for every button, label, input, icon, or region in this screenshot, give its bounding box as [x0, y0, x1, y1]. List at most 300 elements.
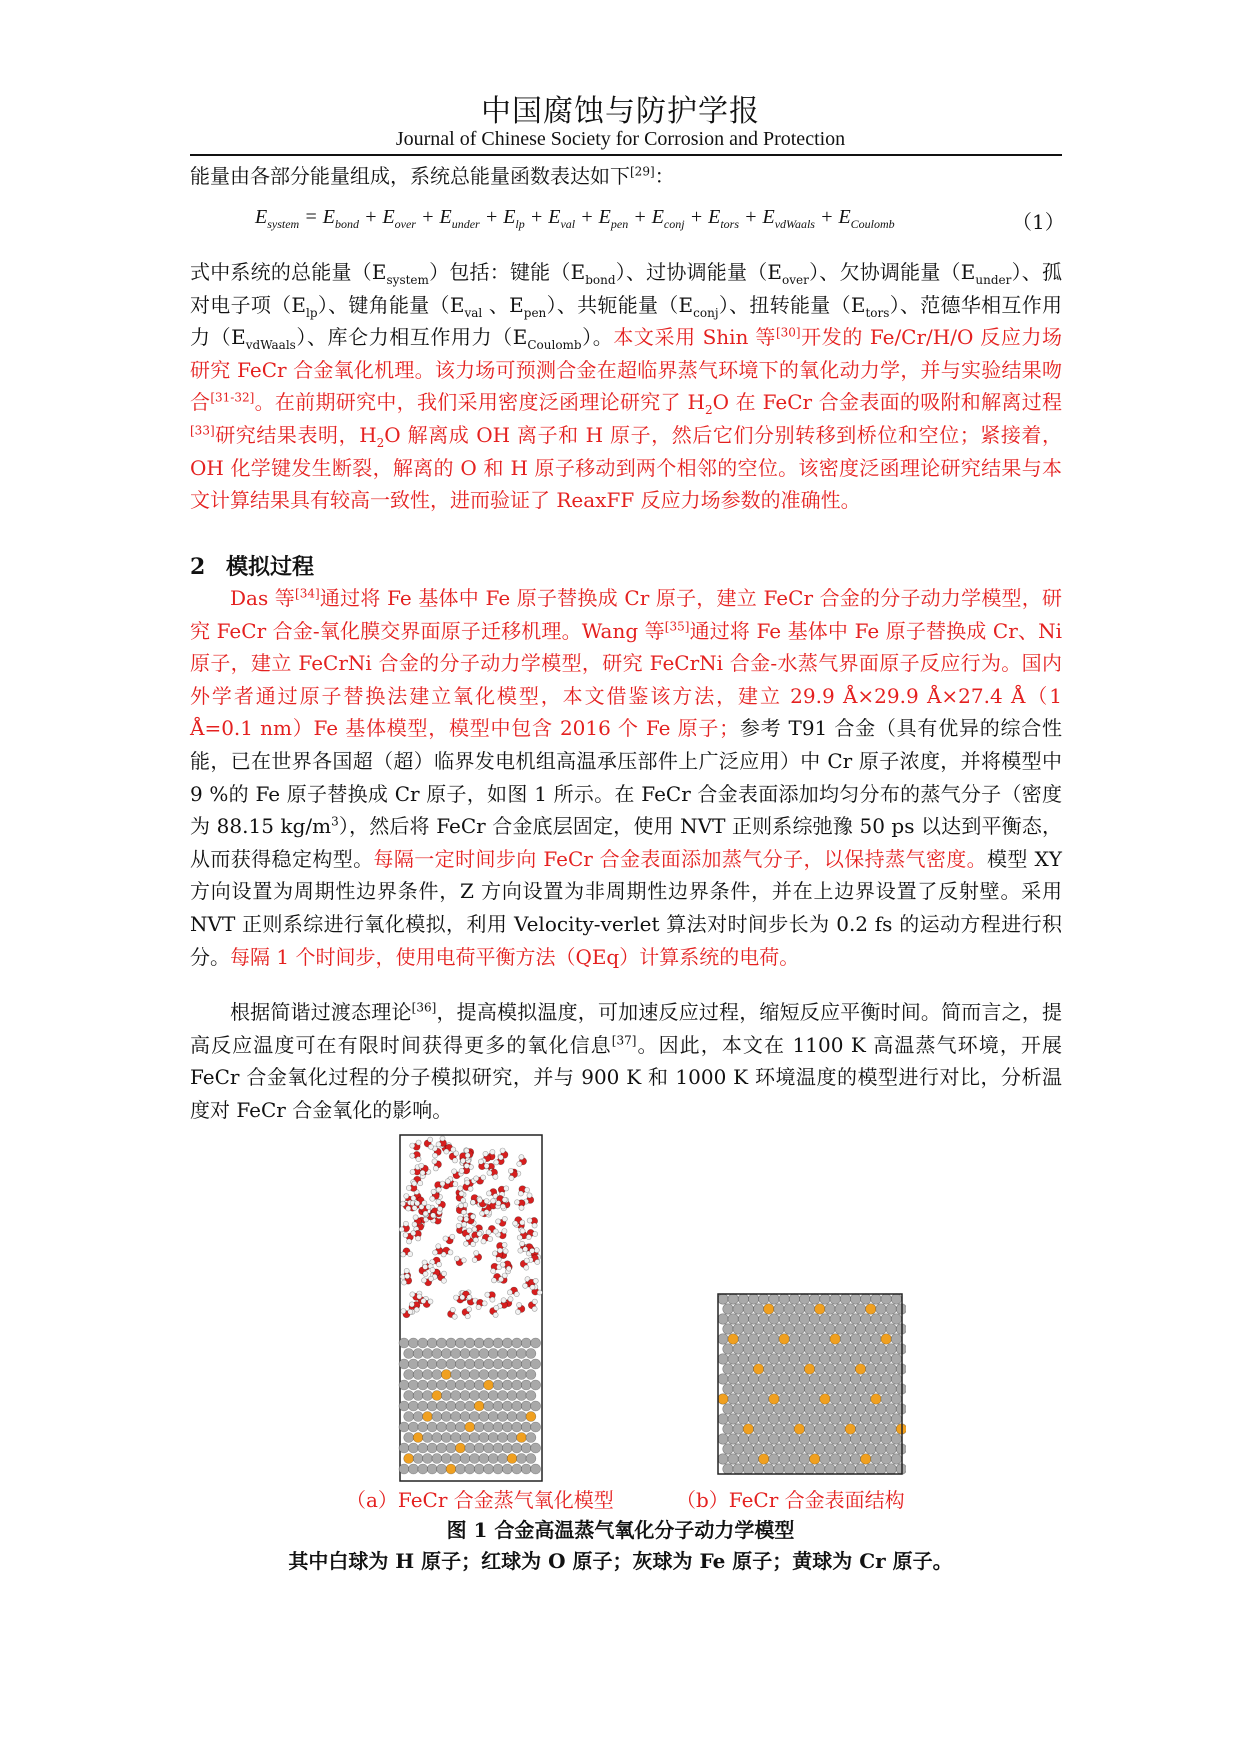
iron-atom [820, 1454, 831, 1465]
iron-atom [769, 1314, 780, 1325]
hydrogen-atom [428, 1299, 433, 1304]
hydrogen-atom [515, 1200, 520, 1205]
iron-atom [748, 1294, 759, 1305]
hydrogen-atom [534, 1248, 539, 1253]
iron-atom [733, 1364, 744, 1375]
iron-atom [728, 1394, 739, 1405]
iron-atom [789, 1314, 800, 1325]
iron-atom [733, 1404, 744, 1415]
hydrogen-atom [422, 1278, 427, 1283]
iron-atom [484, 1422, 494, 1432]
iron-atom [507, 1412, 517, 1422]
iron-atom [799, 1374, 810, 1385]
hydrogen-atom [464, 1163, 469, 1168]
iron-atom [789, 1374, 800, 1385]
iron-atom [850, 1354, 861, 1365]
hydrogen-atom [410, 1153, 415, 1158]
hydrogen-atom [498, 1155, 503, 1160]
iron-atom [733, 1444, 744, 1455]
iron-atom [399, 1380, 409, 1390]
iron-atom [743, 1324, 754, 1335]
chromium-atom [446, 1464, 456, 1474]
iron-atom [835, 1304, 846, 1315]
iron-atom [748, 1394, 759, 1405]
iron-atom [810, 1374, 821, 1385]
iron-atom [517, 1391, 527, 1401]
chromium-atom [769, 1394, 780, 1405]
iron-atom [531, 1359, 541, 1369]
iron-atom [521, 1338, 531, 1348]
hydrogen-atom [441, 1271, 446, 1276]
journal-title-en: Journal of Chinese Society for Corrosion and Protection [395, 128, 846, 150]
iron-atom [784, 1364, 795, 1375]
hydrogen-atom [477, 1198, 482, 1203]
iron-atom [759, 1434, 770, 1445]
hydrogen-atom [454, 1256, 459, 1261]
iron-atom [769, 1374, 780, 1385]
iron-atom [418, 1401, 428, 1411]
iron-atom [759, 1314, 770, 1325]
iron-atom [427, 1380, 437, 1390]
iron-atom [815, 1444, 826, 1455]
iron-atom [810, 1414, 821, 1425]
paragraph-simulation: Das 等[34]通过将 Fe 基体中 Fe 原子替换成 Cr 原子，建立 FeCr 合金的分子动力学模型，研究 FeCr 合金-氧化膜交界面原子迁移机理。Wang 等[35]通过将 Fe 基体中 Fe 原子替换成 Cr、Ni 原子，建立 FeCrNi 合金的分子动力学模型，研究 FeCrNi 合金-水蒸气界面原子反应行为。国内外学者通过原子替换法建立氧化模型，本文借鉴该方法，建立 29.9 Å×29.9 Å×27.4 Å（1 Å=0.1 nm）Fe 基体模型，模型中包含 2016 个 Fe 原子；参考 T91 合金（具有优异的综合性能，已在世界各国超（超）临界发电机组高温承压部件上广泛应用）中 Cr 原子浓度，并将模型中 9 %的 Fe 原子替换成 Cr 原子，如图 1 所示。在 FeCr 合金表面添加均匀分布的蒸气分子（密度为 88.15 $kg/m^3$），然后将 FeCr 合金底层固定，使用 NVT 正则系综弛豫 50 ps 以达到平衡态，从而获得稳定构型。每隔一定时间步向 FeCr 合金表面添加蒸气分子，以保持蒸气密度。模型 XY 方向设置为周期性边界条件，Z 方向设置为非周期性边界条件，并在上边界设置了反射壁。采用 NVT 正则系综进行氧化模拟，利用 Velocity-verlet 算法对时间步长为 0.2 fs 的运动方程进行积分。每隔 1 个时间步，使用电荷平衡方法（QEq）计算系统的电荷。 [190, 586, 1062, 969]
hydrogen-atom [490, 1297, 495, 1302]
hydrogen-atom [520, 1229, 525, 1234]
hydrogen-atom [470, 1214, 475, 1219]
iron-atom [764, 1364, 775, 1375]
iron-atom [861, 1354, 872, 1365]
iron-atom [446, 1380, 456, 1390]
iron-atom [408, 1422, 418, 1432]
iron-atom [437, 1464, 447, 1474]
iron-atom [815, 1344, 826, 1355]
iron-atom [764, 1424, 775, 1435]
hydrogen-atom [532, 1306, 537, 1311]
chromium-atom [764, 1304, 775, 1315]
chromium-atom [861, 1454, 872, 1465]
iron-atom [764, 1444, 775, 1455]
iron-atom [460, 1349, 470, 1359]
hydrogen-atom [465, 1153, 470, 1158]
hydrogen-atom [428, 1144, 433, 1149]
iron-atom [493, 1359, 503, 1369]
iron-atom [743, 1344, 754, 1355]
iron-atom [835, 1384, 846, 1395]
hydrogen-atom [452, 1158, 457, 1163]
iron-atom [804, 1324, 815, 1335]
hydrogen-atom [443, 1236, 448, 1241]
chromium-atom [441, 1370, 451, 1380]
iron-atom [502, 1401, 512, 1411]
hydrogen-atom [470, 1200, 475, 1205]
hydrogen-atom [440, 1136, 445, 1141]
iron-atom [855, 1444, 866, 1455]
hydrogen-atom [507, 1290, 512, 1295]
iron-atom [521, 1401, 531, 1411]
hydrogen-atom [410, 1169, 415, 1174]
hydrogen-atom [401, 1252, 406, 1257]
iron-atom [810, 1354, 821, 1365]
hydrogen-atom [481, 1175, 486, 1180]
iron-atom [784, 1384, 795, 1395]
iron-atom [830, 1354, 841, 1365]
iron-atom [866, 1424, 877, 1435]
iron-atom [753, 1384, 764, 1395]
iron-atom [871, 1334, 882, 1345]
hydrogen-atom [408, 1252, 413, 1257]
iron-atom [753, 1424, 764, 1435]
hydrogen-atom [464, 1217, 469, 1222]
hydrogen-atom [413, 1215, 418, 1220]
chromium-atom [455, 1443, 465, 1453]
iron-atom [526, 1370, 536, 1380]
iron-atom [784, 1404, 795, 1415]
hydrogen-atom [504, 1186, 509, 1191]
iron-atom [845, 1324, 856, 1335]
iron-atom [728, 1294, 739, 1305]
iron-atom [437, 1359, 447, 1369]
iron-atom [820, 1434, 831, 1445]
section-heading: 2 模拟过程 [190, 554, 315, 580]
hydrogen-atom [437, 1206, 442, 1211]
hydrogen-atom [484, 1210, 489, 1215]
iron-atom [427, 1401, 437, 1411]
hydrogen-atom [493, 1174, 498, 1179]
iron-atom [531, 1380, 541, 1390]
iron-atom [526, 1433, 536, 1443]
iron-atom [850, 1294, 861, 1305]
iron-atom [446, 1443, 456, 1453]
hydrogen-atom [491, 1268, 496, 1273]
hydrogen-atom [494, 1305, 499, 1310]
iron-atom [432, 1370, 442, 1380]
hydrogen-atom [416, 1236, 421, 1241]
iron-atom [825, 1304, 836, 1315]
hydrogen-atom [461, 1258, 466, 1263]
iron-atom [825, 1384, 836, 1395]
iron-atom [748, 1334, 759, 1345]
hydrogen-atom [428, 1137, 433, 1142]
iron-atom [718, 1414, 729, 1425]
iron-atom [789, 1394, 800, 1405]
hydrogen-atom [502, 1229, 507, 1234]
equation-term: E [382, 206, 395, 228]
iron-atom [784, 1324, 795, 1335]
iron-atom [825, 1424, 836, 1435]
equation-term: E [651, 206, 664, 228]
hydrogen-atom [465, 1180, 470, 1185]
iron-atom [779, 1294, 790, 1305]
iron-atom [840, 1434, 851, 1445]
iron-atom [521, 1464, 531, 1474]
iron-atom [835, 1404, 846, 1415]
hydrogen-atom [433, 1166, 438, 1171]
equation-term: E [322, 206, 335, 228]
iron-atom [743, 1444, 754, 1455]
iron-atom [517, 1412, 527, 1422]
iron-atom [738, 1434, 749, 1445]
hydrogen-atom [444, 1149, 449, 1154]
iron-atom [474, 1464, 484, 1474]
hydrogen-atom [523, 1247, 528, 1252]
iron-atom [764, 1344, 775, 1355]
iron-atom [855, 1304, 866, 1315]
iron-atom [764, 1404, 775, 1415]
equation-term: E [439, 206, 452, 228]
hydrogen-atom [533, 1278, 538, 1283]
hydrogen-atom [502, 1242, 507, 1247]
hydrogen-atom [500, 1148, 505, 1153]
iron-atom [399, 1422, 409, 1432]
iron-atom [470, 1391, 480, 1401]
iron-atom [512, 1464, 522, 1474]
iron-atom [871, 1414, 882, 1425]
hydrogen-atom [513, 1221, 518, 1226]
hydrogen-atom [452, 1169, 457, 1174]
hydrogen-atom [423, 1211, 428, 1216]
iron-atom [794, 1304, 805, 1315]
iron-atom [850, 1374, 861, 1385]
iron-atom [845, 1344, 856, 1355]
hydrogen-atom [491, 1198, 496, 1203]
iron-atom [738, 1334, 749, 1345]
iron-atom [815, 1364, 826, 1375]
iron-atom [896, 1324, 906, 1335]
iron-atom [474, 1338, 484, 1348]
iron-atom [835, 1464, 846, 1475]
iron-atom [810, 1314, 821, 1325]
iron-atom [718, 1374, 729, 1385]
iron-atom [799, 1394, 810, 1405]
iron-atom [404, 1412, 414, 1422]
iron-atom [810, 1334, 821, 1345]
iron-atom [794, 1404, 805, 1415]
iron-atom [460, 1391, 470, 1401]
hydrogen-atom [458, 1186, 463, 1191]
iron-atom [451, 1454, 461, 1464]
iron-atom [465, 1464, 475, 1474]
iron-atom [441, 1433, 451, 1443]
iron-atom [799, 1314, 810, 1325]
iron-atom [446, 1359, 456, 1369]
iron-atom [850, 1454, 861, 1465]
iron-atom [507, 1391, 517, 1401]
hydrogen-atom [432, 1153, 437, 1158]
chromium-atom [432, 1391, 442, 1401]
iron-atom [759, 1394, 770, 1405]
iron-atom [876, 1324, 887, 1335]
hydrogen-atom [462, 1222, 467, 1227]
hydrogen-atom [476, 1305, 481, 1310]
iron-atom [855, 1384, 866, 1395]
figure-note: 其中白球为 H 原子；红球为 O 原子；灰球为 Fe 原子；黄球为 Cr 原子。 [288, 1549, 953, 1573]
iron-atom [733, 1384, 744, 1395]
iron-atom [753, 1344, 764, 1355]
hydrogen-atom [441, 1278, 446, 1283]
hydrogen-atom [474, 1176, 479, 1181]
iron-atom [850, 1394, 861, 1405]
iron-atom [881, 1434, 892, 1445]
hydrogen-atom [481, 1239, 486, 1244]
hydrogen-atom [410, 1292, 415, 1297]
iron-atom [451, 1412, 461, 1422]
iron-atom [774, 1344, 785, 1355]
iron-atom [418, 1338, 428, 1348]
iron-atom [794, 1444, 805, 1455]
hydrogen-atom [404, 1268, 409, 1273]
equation-term: E [598, 206, 611, 228]
hydrogen-atom [440, 1181, 445, 1186]
equation-term: E [838, 206, 851, 228]
hydrogen-atom [411, 1196, 416, 1201]
iron-atom [748, 1314, 759, 1325]
chromium-atom [866, 1304, 877, 1315]
iron-atom [437, 1380, 447, 1390]
iron-atom [759, 1414, 770, 1425]
chromium-atom [474, 1401, 484, 1411]
iron-atom [521, 1422, 531, 1432]
hydrogen-atom [436, 1142, 441, 1147]
iron-atom [748, 1454, 759, 1465]
iron-atom [753, 1444, 764, 1455]
iron-atom [399, 1338, 409, 1348]
hydrogen-atom [484, 1163, 489, 1168]
iron-atom [876, 1364, 887, 1375]
hydrogen-atom [465, 1235, 470, 1240]
iron-atom [825, 1344, 836, 1355]
iron-atom [531, 1422, 541, 1432]
iron-atom [799, 1294, 810, 1305]
iron-atom [526, 1349, 536, 1359]
iron-atom [517, 1454, 527, 1464]
iron-atom [507, 1370, 517, 1380]
iron-atom [784, 1344, 795, 1355]
iron-atom [512, 1443, 522, 1453]
hydrogen-atom [491, 1278, 496, 1283]
hydrogen-atom [466, 1307, 471, 1312]
iron-atom [408, 1443, 418, 1453]
iron-atom [779, 1434, 790, 1445]
iron-atom [820, 1314, 831, 1325]
hydrogen-atom [477, 1231, 482, 1236]
iron-atom [881, 1414, 892, 1425]
hydrogen-atom [474, 1251, 479, 1256]
iron-atom [512, 1422, 522, 1432]
iron-atom [855, 1404, 866, 1415]
iron-atom [460, 1433, 470, 1443]
iron-atom [769, 1414, 780, 1425]
iron-atom [418, 1443, 428, 1453]
iron-atom [723, 1424, 734, 1435]
iron-atom [728, 1314, 739, 1325]
hydrogen-atom [500, 1204, 505, 1209]
iron-atom [423, 1391, 433, 1401]
iron-atom [479, 1391, 489, 1401]
iron-atom [432, 1433, 442, 1443]
iron-atom [784, 1424, 795, 1435]
hydrogen-atom [406, 1185, 411, 1190]
iron-atom [886, 1324, 897, 1335]
iron-atom [465, 1380, 475, 1390]
iron-atom [413, 1349, 423, 1359]
hydrogen-atom [411, 1231, 416, 1236]
iron-atom [427, 1359, 437, 1369]
iron-atom [753, 1304, 764, 1315]
iron-atom [876, 1464, 887, 1475]
iron-atom [465, 1443, 475, 1453]
iron-atom [891, 1414, 902, 1425]
hydrogen-atom [421, 1298, 426, 1303]
iron-atom [733, 1324, 744, 1335]
iron-atom [845, 1464, 856, 1475]
chromium-atom [896, 1424, 906, 1435]
hydrogen-atom [519, 1155, 524, 1160]
iron-atom [479, 1454, 489, 1464]
hydrogen-atom [517, 1161, 522, 1166]
hydrogen-atom [453, 1182, 458, 1187]
iron-atom [743, 1384, 754, 1395]
hydrogen-atom [432, 1159, 437, 1164]
hydrogen-atom [498, 1277, 503, 1282]
chromium-atom [743, 1424, 754, 1435]
iron-atom [728, 1454, 739, 1465]
iron-atom [451, 1433, 461, 1443]
hydrogen-atom [530, 1248, 535, 1253]
iron-atom [835, 1424, 846, 1435]
iron-atom [876, 1444, 887, 1455]
iron-atom [830, 1374, 841, 1385]
iron-atom [855, 1344, 866, 1355]
hydrogen-atom [493, 1312, 498, 1317]
iron-atom [427, 1338, 437, 1348]
chromium-atom [526, 1412, 536, 1422]
iron-atom [825, 1444, 836, 1455]
iron-atom [891, 1314, 902, 1325]
iron-atom [451, 1349, 461, 1359]
iron-atom [804, 1404, 815, 1415]
iron-atom [845, 1444, 856, 1455]
iron-atom [850, 1334, 861, 1345]
hydrogen-atom [502, 1197, 507, 1202]
iron-atom [512, 1359, 522, 1369]
iron-atom [876, 1384, 887, 1395]
iron-atom [493, 1380, 503, 1390]
iron-atom [840, 1414, 851, 1425]
hydrogen-atom [459, 1168, 464, 1173]
iron-atom [855, 1324, 866, 1335]
hydrogen-atom [436, 1244, 441, 1249]
iron-atom [441, 1454, 451, 1464]
iron-atom [886, 1444, 897, 1455]
iron-atom [820, 1294, 831, 1305]
iron-atom [784, 1304, 795, 1315]
iron-atom [784, 1444, 795, 1455]
iron-atom [748, 1434, 759, 1445]
chromium-atom [871, 1394, 882, 1405]
hydrogen-atom [422, 1201, 427, 1206]
hydrogen-atom [409, 1302, 414, 1307]
iron-atom [866, 1464, 877, 1475]
iron-atom [779, 1314, 790, 1325]
iron-atom [820, 1354, 831, 1365]
iron-atom [718, 1334, 729, 1345]
hydrogen-atom [461, 1198, 466, 1203]
iron-atom [484, 1464, 494, 1474]
iron-atom [815, 1384, 826, 1395]
iron-atom [774, 1404, 785, 1415]
iron-atom [488, 1391, 498, 1401]
